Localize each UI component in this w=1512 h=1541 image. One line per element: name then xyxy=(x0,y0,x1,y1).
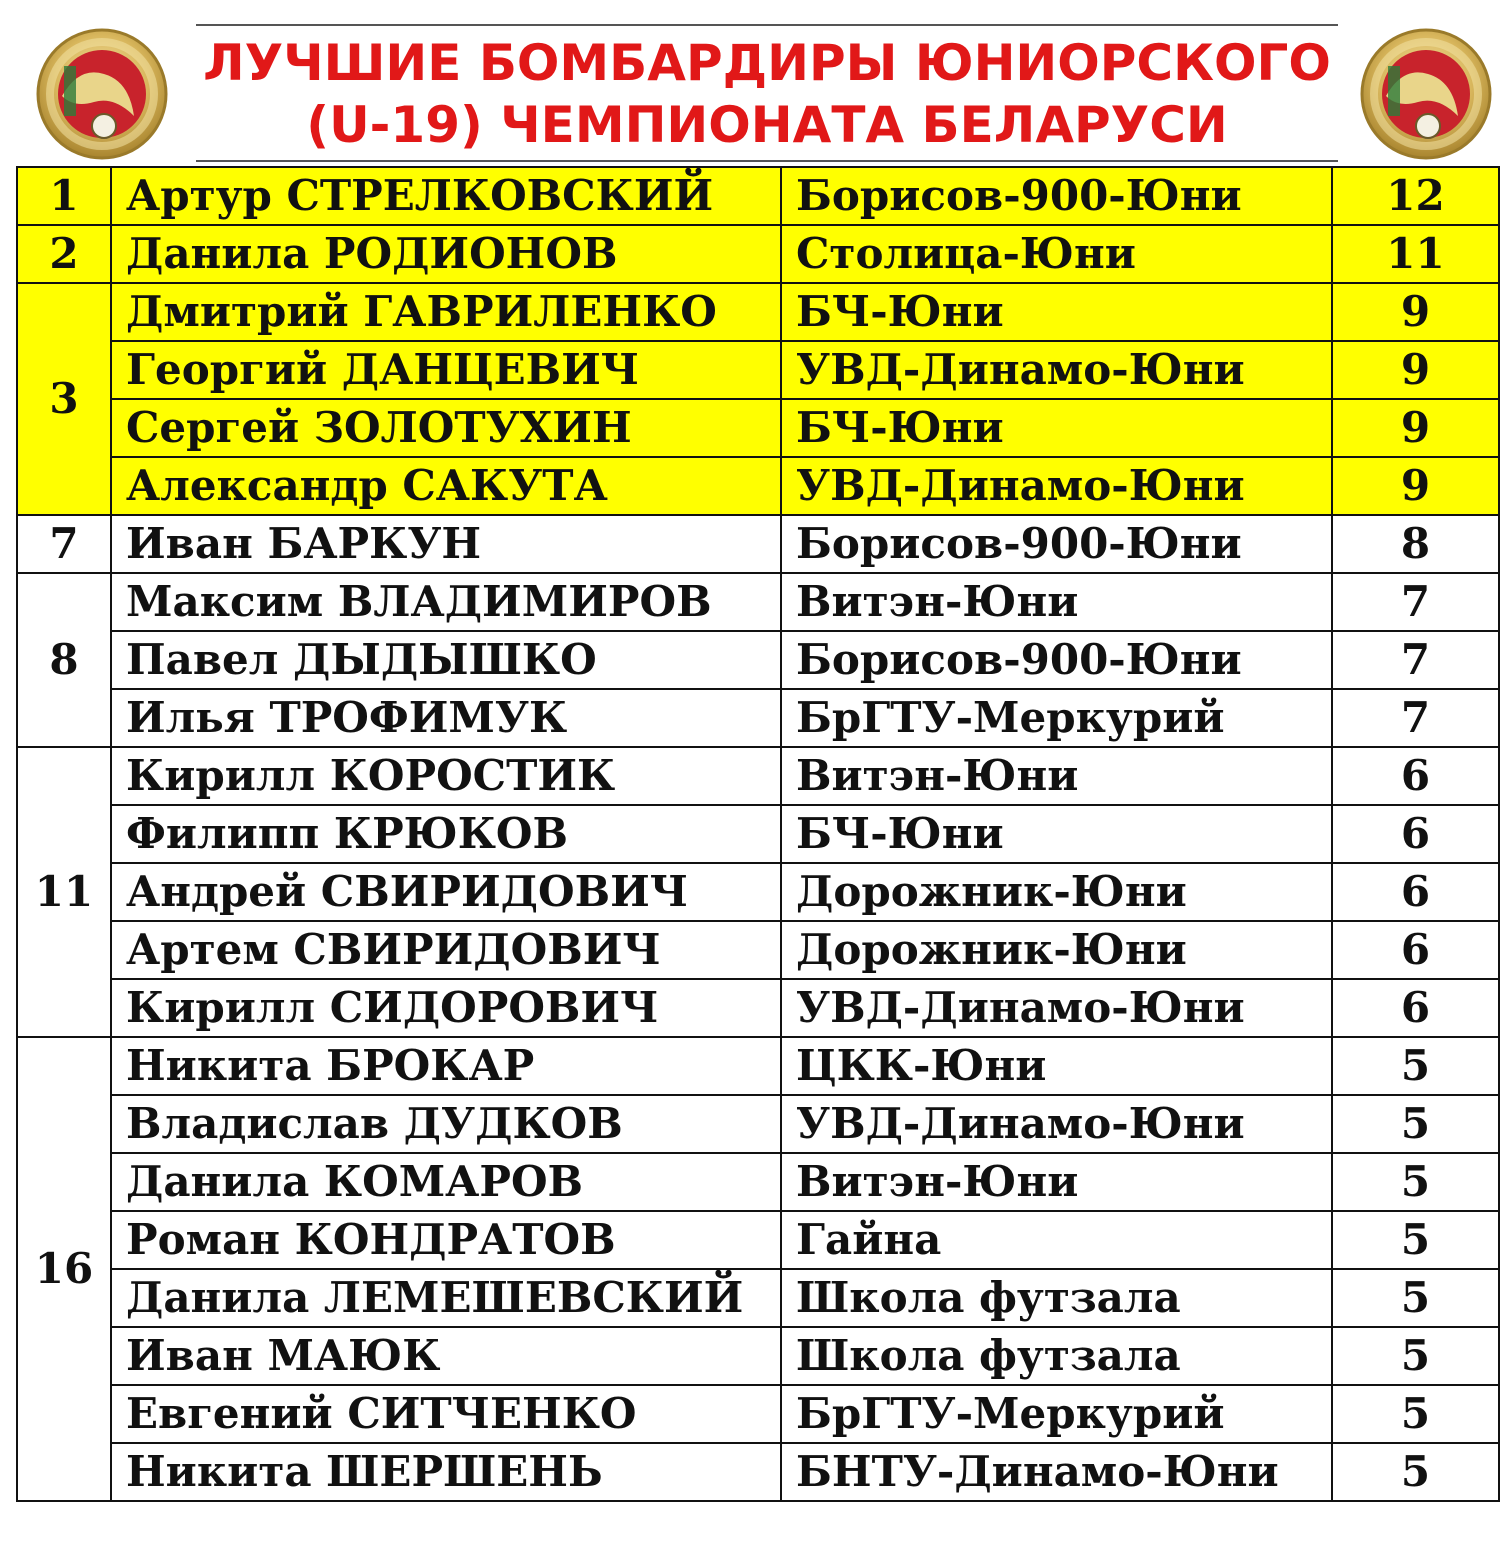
team-cell: Столица-Юни xyxy=(781,225,1332,283)
team-cell: УВД-Динамо-Юни xyxy=(781,1095,1332,1153)
team-cell: БНТУ-Динамо-Юни xyxy=(781,1443,1332,1501)
player-name-cell: Кирилл КОРОСТИК xyxy=(111,747,781,805)
team-cell: Витэн-Юни xyxy=(781,747,1332,805)
player-name-cell: Иван БАРКУН xyxy=(111,515,781,573)
team-cell: ЦКК-Юни xyxy=(781,1037,1332,1095)
player-name-cell: Артем СВИРИДОВИЧ xyxy=(111,921,781,979)
player-name-cell: Никита БРОКАР xyxy=(111,1037,781,1095)
team-cell: УВД-Динамо-Юни xyxy=(781,341,1332,399)
table-row xyxy=(17,631,1499,689)
rank-cell: 2 xyxy=(17,225,111,283)
team-cell: Витэн-Юни xyxy=(781,573,1332,631)
table-row xyxy=(17,341,1499,399)
goals-cell: 12 xyxy=(1332,167,1499,225)
table-row xyxy=(17,747,1499,805)
table-row xyxy=(17,1211,1499,1269)
rank-cell: 16 xyxy=(17,1037,111,1501)
player-name-cell: Никита ШЕРШЕНЬ xyxy=(111,1443,781,1501)
table-row xyxy=(17,283,1499,341)
team-cell: Школа футзала xyxy=(781,1269,1332,1327)
table-row xyxy=(17,457,1499,515)
table-row xyxy=(17,1153,1499,1211)
title-line-1: ЛУЧШИЕ БОМБАРДИРЫ ЮНИОРСКОГО xyxy=(203,34,1331,92)
player-name-cell: Георгий ДАНЦЕВИЧ xyxy=(111,341,781,399)
goals-cell: 5 xyxy=(1332,1153,1499,1211)
team-cell: Борисов-900-Юни xyxy=(781,167,1332,225)
player-name-cell: Павел ДЫДЫШКО xyxy=(111,631,781,689)
goals-cell: 9 xyxy=(1332,457,1499,515)
scorers-table-body xyxy=(17,167,1499,1501)
table-row xyxy=(17,921,1499,979)
page-title xyxy=(196,32,1338,156)
table-row xyxy=(17,689,1499,747)
team-cell: БрГТУ-Меркурий xyxy=(781,1385,1332,1443)
scorers-table xyxy=(16,166,1500,1502)
table-row xyxy=(17,573,1499,631)
team-cell: БЧ-Юни xyxy=(781,399,1332,457)
team-cell: Витэн-Юни xyxy=(781,1153,1332,1211)
team-cell: БЧ-Юни xyxy=(781,283,1332,341)
title-line-2: (U-19) ЧЕМПИОНАТА БЕЛАРУСИ xyxy=(306,96,1228,154)
team-cell: Борисов-900-Юни xyxy=(781,515,1332,573)
player-name-cell: Андрей СВИРИДОВИЧ xyxy=(111,863,781,921)
team-cell: БЧ-Юни xyxy=(781,805,1332,863)
team-cell: УВД-Динамо-Юни xyxy=(781,979,1332,1037)
goals-cell: 5 xyxy=(1332,1211,1499,1269)
player-name-cell: Илья ТРОФИМУК xyxy=(111,689,781,747)
goals-cell: 6 xyxy=(1332,979,1499,1037)
goals-cell: 6 xyxy=(1332,747,1499,805)
goals-cell: 5 xyxy=(1332,1269,1499,1327)
goals-cell: 6 xyxy=(1332,805,1499,863)
player-name-cell: Иван МАЮК xyxy=(111,1327,781,1385)
table-row xyxy=(17,1385,1499,1443)
player-name-cell: Данила КОМАРОВ xyxy=(111,1153,781,1211)
goals-cell: 9 xyxy=(1332,283,1499,341)
goals-cell: 7 xyxy=(1332,573,1499,631)
rank-cell: 7 xyxy=(17,515,111,573)
table-row xyxy=(17,863,1499,921)
goals-cell: 7 xyxy=(1332,631,1499,689)
table-row xyxy=(17,1095,1499,1153)
goals-cell: 9 xyxy=(1332,399,1499,457)
player-name-cell: Александр САКУТА xyxy=(111,457,781,515)
goals-cell: 6 xyxy=(1332,863,1499,921)
player-name-cell: Владислав ДУДКОВ xyxy=(111,1095,781,1153)
player-name-cell: Данила РОДИОНОВ xyxy=(111,225,781,283)
table-row xyxy=(17,1269,1499,1327)
rank-cell: 1 xyxy=(17,167,111,225)
team-cell: Борисов-900-Юни xyxy=(781,631,1332,689)
team-cell: Дорожник-Юни xyxy=(781,921,1332,979)
goals-cell: 5 xyxy=(1332,1385,1499,1443)
association-logo-right xyxy=(1358,26,1494,162)
table-row xyxy=(17,399,1499,457)
team-cell: УВД-Динамо-Юни xyxy=(781,457,1332,515)
table-row xyxy=(17,1443,1499,1501)
table-row xyxy=(17,805,1499,863)
rank-cell: 8 xyxy=(17,573,111,747)
player-name-cell: Роман КОНДРАТОВ xyxy=(111,1211,781,1269)
team-cell: Дорожник-Юни xyxy=(781,863,1332,921)
player-name-cell: Данила ЛЕМЕШЕВСКИЙ xyxy=(111,1269,781,1327)
goals-cell: 5 xyxy=(1332,1327,1499,1385)
player-name-cell: Дмитрий ГАВРИЛЕНКО xyxy=(111,283,781,341)
team-cell: БрГТУ-Меркурий xyxy=(781,689,1332,747)
player-name-cell: Филипп КРЮКОВ xyxy=(111,805,781,863)
goals-cell: 8 xyxy=(1332,515,1499,573)
goals-cell: 11 xyxy=(1332,225,1499,283)
top-rule xyxy=(196,24,1338,26)
table-row xyxy=(17,167,1499,225)
goals-cell: 9 xyxy=(1332,341,1499,399)
player-name-cell: Евгений СИТЧЕНКО xyxy=(111,1385,781,1443)
bottom-rule xyxy=(196,160,1338,162)
table-row xyxy=(17,979,1499,1037)
goals-cell: 5 xyxy=(1332,1443,1499,1501)
rank-cell: 11 xyxy=(17,747,111,1037)
table-row xyxy=(17,515,1499,573)
goals-cell: 7 xyxy=(1332,689,1499,747)
team-cell: Гайна xyxy=(781,1211,1332,1269)
player-name-cell: Максим ВЛАДИМИРОВ xyxy=(111,573,781,631)
table-row xyxy=(17,225,1499,283)
goals-cell: 5 xyxy=(1332,1037,1499,1095)
association-logo-left xyxy=(34,26,170,162)
player-name-cell: Артур СТРЕЛКОВСКИЙ xyxy=(111,167,781,225)
goals-cell: 6 xyxy=(1332,921,1499,979)
player-name-cell: Сергей ЗОЛОТУХИН xyxy=(111,399,781,457)
table-row xyxy=(17,1037,1499,1095)
team-cell: Школа футзала xyxy=(781,1327,1332,1385)
player-name-cell: Кирилл СИДОРОВИЧ xyxy=(111,979,781,1037)
goals-cell: 5 xyxy=(1332,1095,1499,1153)
rank-cell: 3 xyxy=(17,283,111,515)
table-row xyxy=(17,1327,1499,1385)
